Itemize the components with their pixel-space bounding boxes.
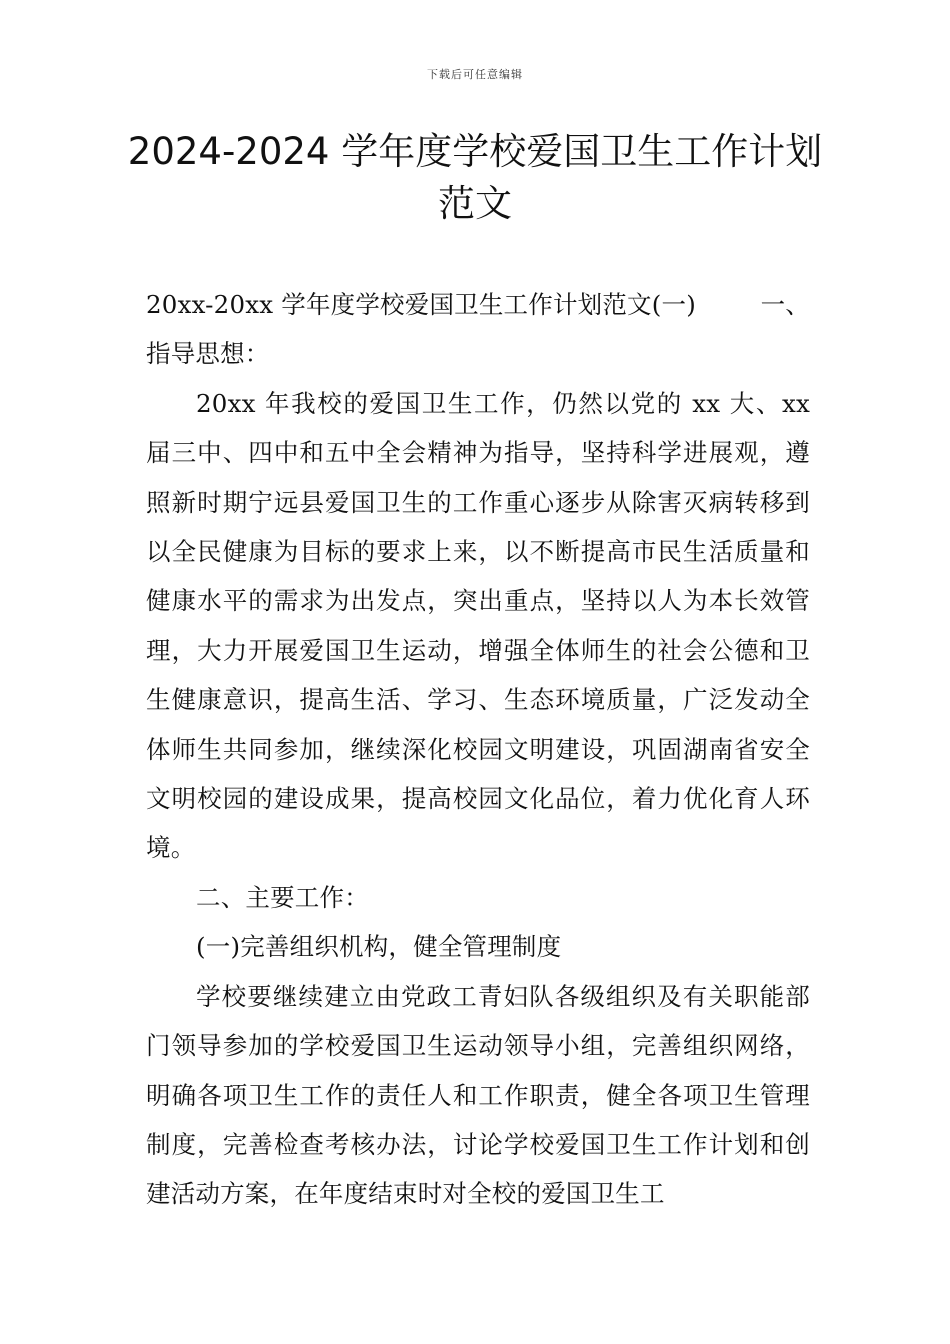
- document-title: 2024-2024 学年度学校爱国卫生工作计划范文: [127, 130, 823, 225]
- section-one-heading: 指导思想：: [146, 339, 270, 369]
- guiding-ideology-paragraph: 20xx 年我校的爱国卫生工作，仍然以党的 xx 大、xx 届三中、四中和五中全会精神为指导，坚持科学进展观，遵照新时期宁远县爱国卫生的工作重心逐步从除害灭病转移到以全民健康为目标的要求上来，以不断提高市民生活质量和健康水平的需求为出发点，突出重点，坚持以人为本长效管理，大力开展爱国卫生运动，增强全体师生的社会公德和卫生健康意识，提高生活、学习、生态环境质量，广泛发动全体师生共同参加，继续深化校园文明建设，巩固湖南省安全文明校园的建设成果，提高校园文化品位，着力优化育人环境。: [146, 388, 810, 863]
- header-note: 下载后可任意编辑: [427, 68, 523, 81]
- section-two-heading: 二、主要工作：: [196, 882, 369, 912]
- subsection-one-heading: (一)完善组织机构，健全管理制度: [196, 932, 562, 962]
- section-one-marker: 一、: [760, 290, 810, 319]
- subtitle-text: 20xx-20xx 学年度学校爱国卫生工作计划范文(一): [146, 290, 696, 319]
- organization-paragraph: 学校要继续建立由党政工青妇队各级组织及有关职能部门领导参加的学校爱国卫生运动领导小组，完善组织网络，明确各项卫生工作的责任人和工作职责，健全各项卫生管理制度，完善检查考核办法，讨论学校爱国卫生工作计划和创建活动方案，在年度结束时对全校的爱国卫生工: [146, 981, 810, 1209]
- document-body: [146, 280, 810, 1219]
- section-intro-line: [146, 280, 810, 329]
